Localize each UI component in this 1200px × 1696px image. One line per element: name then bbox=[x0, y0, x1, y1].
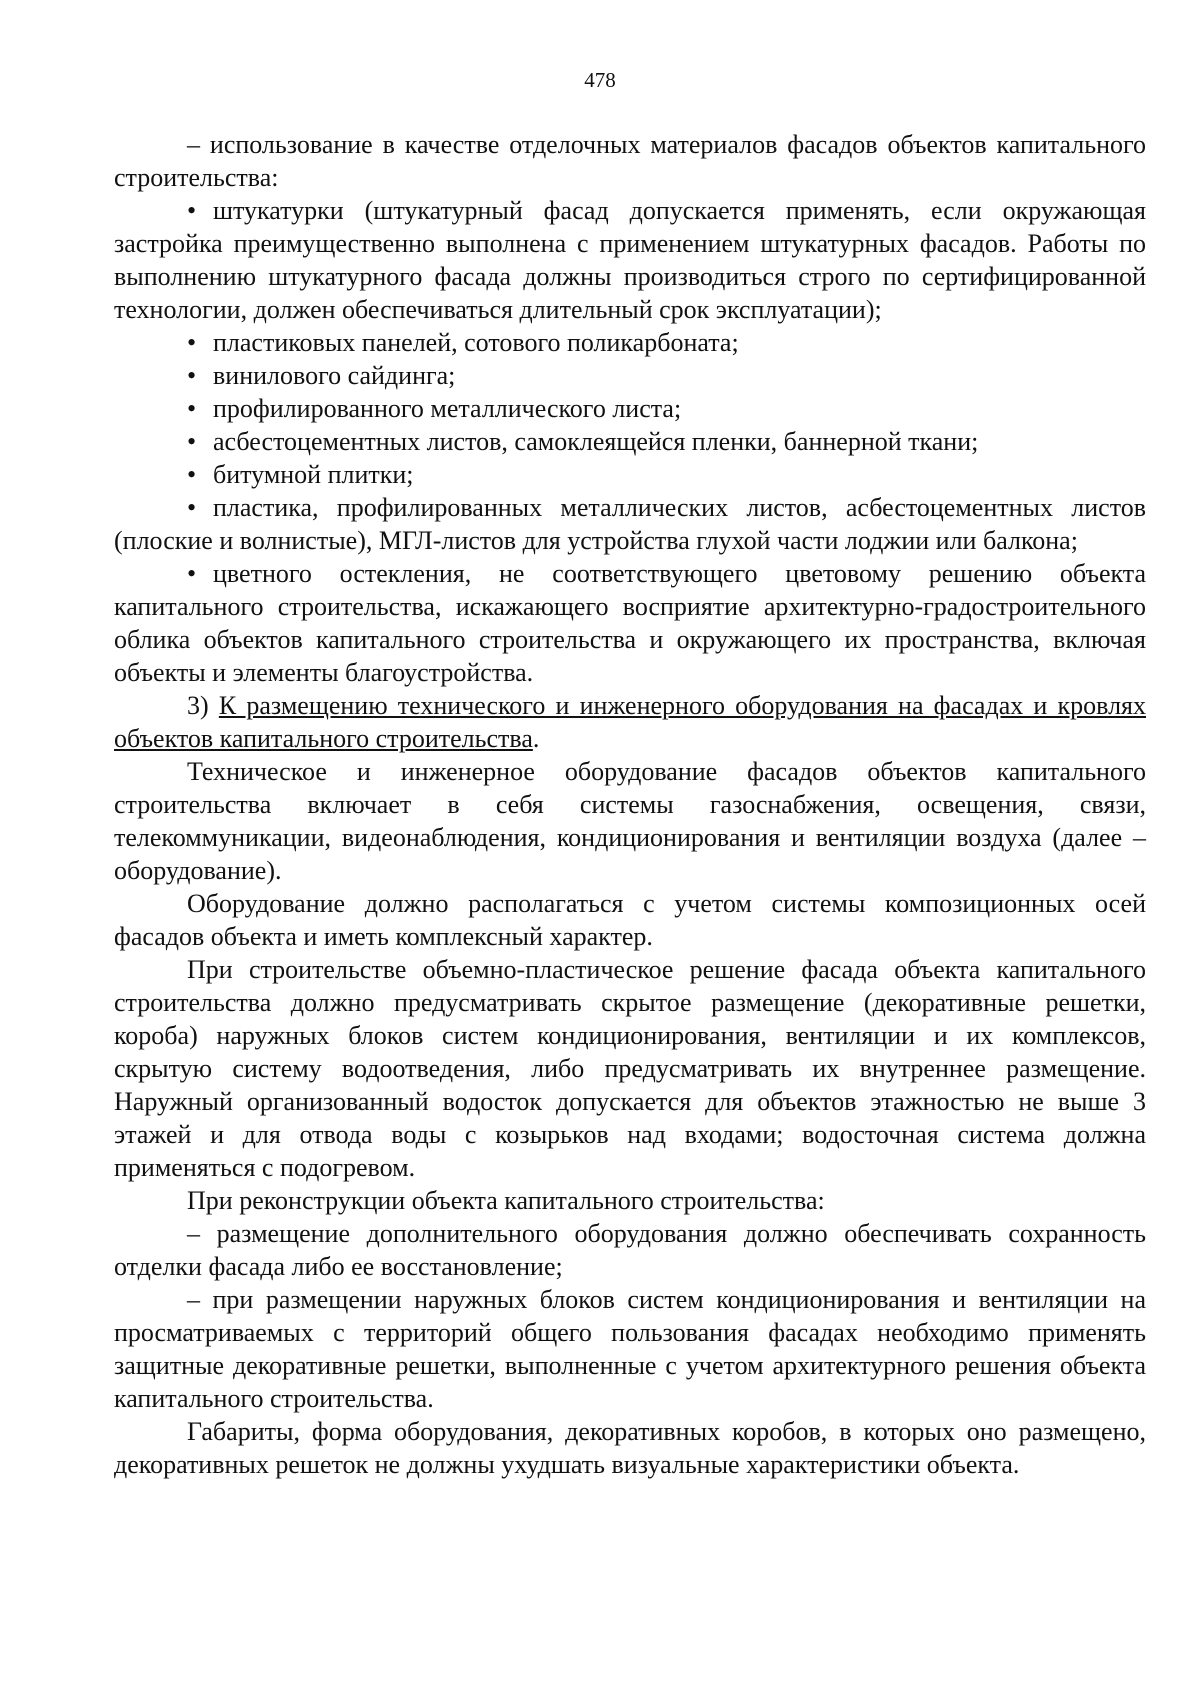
list-item bbox=[114, 326, 1146, 359]
bullet-icon: • bbox=[187, 394, 197, 423]
section-title: К размещению технического и инженерного оборудования на фасадах и кровлях объектов капитального строительства bbox=[114, 691, 1147, 753]
paragraph-additional-equipment: – размещение дополнительного оборудования должно обеспечивать сохранность отделки фасада либо ее восстановление; bbox=[114, 1219, 1146, 1281]
paragraph-equipment-definition: Техническое и инженерное оборудование фасадов объектов капитального строительства включает в себя системы газоснабжения, освещения, связи, телекоммуникации, видеонаблюдения, кондиционирования и вентиляции воздуха (далее – оборудование). bbox=[114, 757, 1146, 885]
section-heading bbox=[114, 689, 1146, 755]
list-item bbox=[114, 392, 1146, 425]
section-number: 3) bbox=[187, 691, 209, 720]
bullet-icon: • bbox=[187, 196, 197, 225]
list-item-text: пластика, профилированных металлических листов, асбестоцементных листов (плоские и волнистые), МГЛ-листов для устройства глухой части лоджии или балкона; bbox=[114, 493, 1146, 555]
list-item bbox=[114, 557, 1146, 689]
bullet-icon: • bbox=[187, 427, 197, 456]
paragraph-finishing-materials: – использование в качестве отделочных материалов фасадов объектов капитального строительства: bbox=[114, 130, 1146, 192]
list-item-text: асбестоцементных листов, самоклеящейся пленки, баннерной ткани; bbox=[213, 427, 979, 456]
list-item-text: винилового сайдинга; bbox=[213, 361, 456, 390]
list-item bbox=[114, 491, 1146, 557]
paragraph-reconstruction: При реконструкции объекта капитального строительства: bbox=[187, 1186, 825, 1215]
list-item-text: профилированного металлического листа; bbox=[213, 394, 682, 423]
paragraph-dimensions: Габариты, форма оборудования, декоративных коробов, в которых оно размещено, декоративных решеток не должны ухудшать визуальные характеристики объекта. bbox=[114, 1417, 1146, 1479]
paragraph-equipment-placement: Оборудование должно располагаться с учетом системы композиционных осей фасадов объекта и иметь комплексный характер. bbox=[114, 889, 1146, 951]
list-item-text: цветного остекления, не соответствующего цветовому решению объекта капитального строительства, искажающего восприятие архитектурно-градостроительного облика объектов капитального строительства и окружающего их пространства, включая объекты и элементы благоустройства. bbox=[114, 559, 1146, 687]
bullet-icon: • bbox=[187, 328, 197, 357]
list-item bbox=[114, 194, 1146, 326]
section-title-end: . bbox=[532, 724, 540, 753]
paragraph-outdoor-units: – при размещении наружных блоков систем кондиционирования и вентиляции на просматриваемых с территорий общего пользования фасадах необходимо применять защитные декоративные решетки, выполненные с учетом архитектурного решения объекта капитального строительства. bbox=[114, 1285, 1146, 1413]
page-number: 478 bbox=[584, 68, 616, 92]
list-item bbox=[114, 458, 1146, 491]
paragraph-construction: При строительстве объемно-пластическое решение фасада объекта капитального строительства должно предусматривать скрытое размещение (декоративные решетки, короба) наружных блоков систем кондиционирования, вентиляции и их комплексов, скрытую систему водоотведения, либо предусматривать их внутреннее размещение. Наружный организованный водосток допускается для объектов этажностью не выше 3 этажей и для отвода воды с козырьков над входами; водосточная система должна применяться с подогревом. bbox=[114, 955, 1146, 1182]
list-item bbox=[114, 359, 1146, 392]
list-item-text: битумной плитки; bbox=[213, 460, 414, 489]
list-item bbox=[114, 425, 1146, 458]
bullet-icon: • bbox=[187, 559, 197, 588]
bullet-icon: • bbox=[187, 460, 197, 489]
document-body bbox=[114, 128, 1146, 1481]
bullet-icon: • bbox=[187, 361, 197, 390]
list-item-text: пластиковых панелей, сотового поликарбоната; bbox=[213, 328, 739, 357]
bullet-icon: • bbox=[187, 493, 197, 522]
list-item-text: штукатурки (штукатурный фасад допускается применять, если окружающая застройка преимущественно выполнена с применением штукатурных фасадов. Работы по выполнению штукатурного фасада должны производиться строго по сертифицированной технологии, должен обеспечиваться длительный срок эксплуатации); bbox=[114, 196, 1146, 324]
